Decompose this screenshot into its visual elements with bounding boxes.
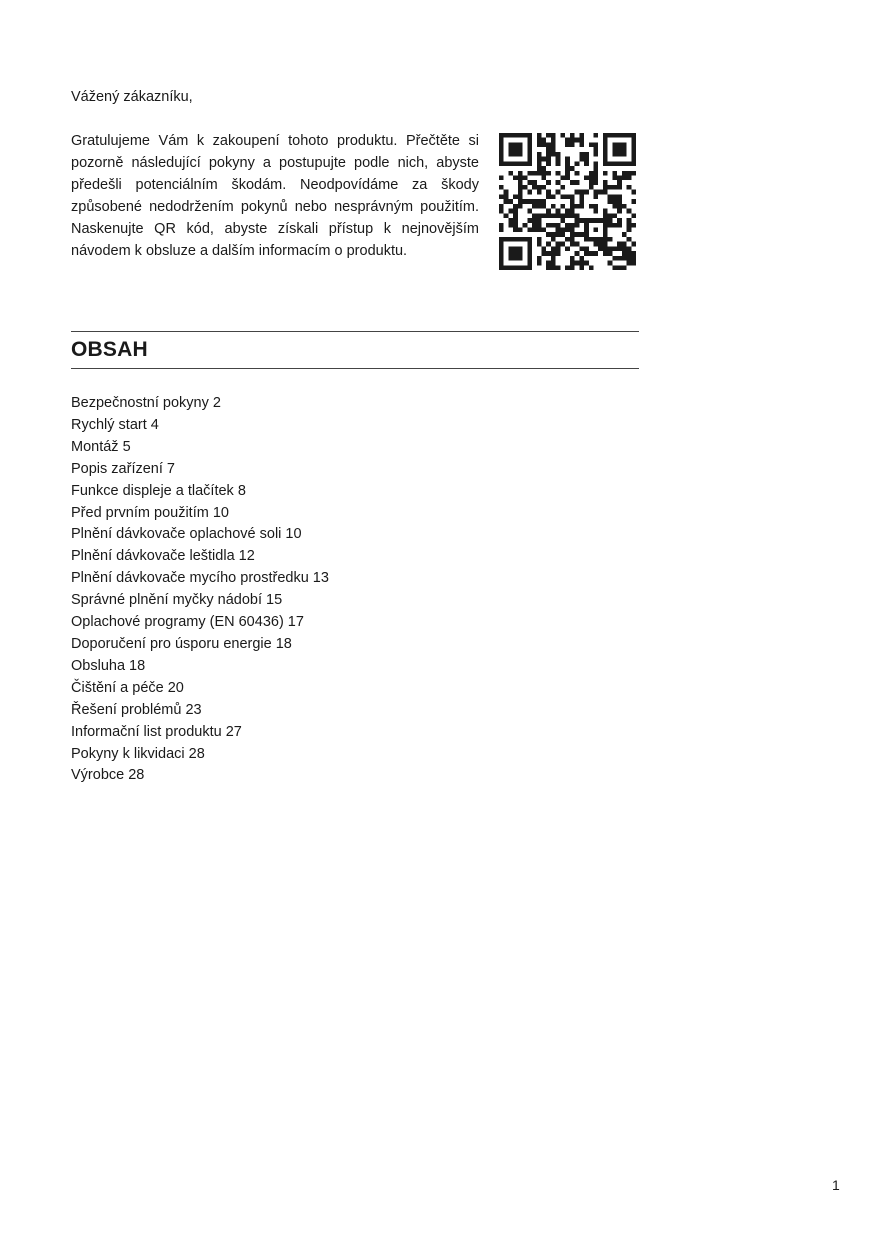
greeting: Vážený zákazníku, [71,89,193,105]
toc-item[interactable]: Obsluha 18 [71,657,146,674]
toc-item[interactable]: Plnění dávkovače mycího prostředku 13 [71,570,329,587]
heading-rule-bottom [71,368,639,369]
toc-item[interactable]: Pokyny k likvidaci 28 [71,745,205,762]
toc-item[interactable]: Výrobce 28 [71,767,145,784]
toc-item[interactable]: Čištění a péče 20 [71,679,184,696]
toc-item[interactable]: Funkce displeje a tlačítek 8 [71,482,246,499]
toc-item[interactable]: Správné plnění myčky nádobí 15 [71,592,283,609]
toc-item[interactable]: Plnění dávkovače leštidla 12 [71,548,255,565]
toc-item[interactable]: Doporučení pro úsporu energie 18 [71,635,292,652]
toc-item[interactable]: Rychlý start 4 [71,416,159,433]
toc-item[interactable]: Montáž 5 [71,438,131,455]
toc-list [71,393,329,787]
qr-code-graphic [499,133,636,270]
toc-item[interactable]: Informační list produktu 27 [71,723,242,740]
toc-heading: OBSAH [71,338,148,361]
toc-item[interactable]: Bezpečnostní pokyny 2 [71,395,221,411]
qr-code-icon[interactable] [499,133,636,270]
toc-item[interactable]: Popis zařízení 7 [71,460,175,477]
page-number: 1 [832,1177,840,1193]
toc-item[interactable]: Řešení problémů 23 [71,701,202,718]
toc-item[interactable]: Plnění dávkovače oplachové soli 10 [71,526,302,543]
toc-item[interactable]: Před prvním použitím 10 [71,504,229,521]
toc-item[interactable]: Oplachové programy (EN 60436) 17 [71,614,304,631]
heading-rule-top [71,331,639,332]
intro-paragraph: Gratulujeme Vám k zakoupení tohoto produktu. Přečtěte si pozorně následující pokyny a postupujte podle nich, abyste předešli potenciálním škodám. Neodpovídáme za škody způsobené nedodržením pokynů nebo nesprávným použitím. Naskenujte QR kód, abyste získali přístup k nejnovějším návodem k obsluze a dalším informacím o produktu. [71,133,479,259]
